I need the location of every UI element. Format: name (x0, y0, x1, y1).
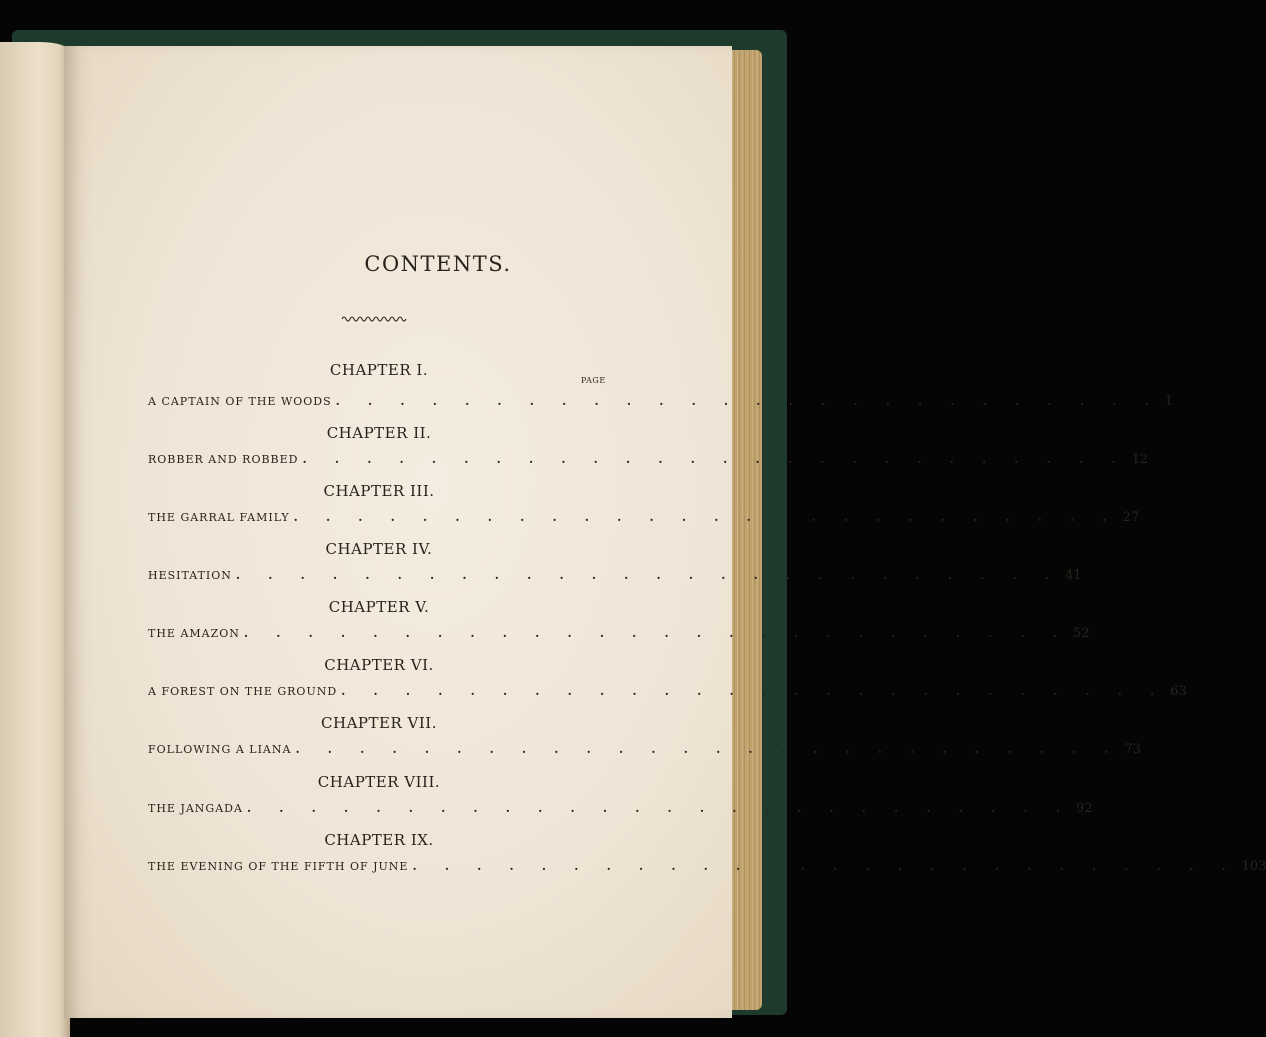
chapter-heading: CHAPTER VIII. (317, 773, 441, 791)
toc-entry[interactable] (148, 452, 1149, 470)
dot-leader: . . . . . . . . . . . . . . . . . . . . . . . . . . (412, 859, 1238, 873)
chapter-heading: CHAPTER V. (328, 598, 430, 616)
entry-title: THE JANGADA (148, 802, 243, 815)
entry-title: THE GARRAL FAMILY (148, 511, 290, 524)
toc-entry[interactable] (148, 394, 1174, 412)
entry-page: 41 (1064, 568, 1082, 583)
dot-leader: . . . . . . . . . . . . . . . . . . . . . . . . . . (295, 742, 1121, 756)
toc-entry[interactable] (148, 801, 1093, 819)
chapter-heading: CHAPTER VI. (324, 656, 434, 674)
entry-title: A FOREST ON THE GROUND (148, 685, 338, 698)
entry-title: ROBBER AND ROBBED (148, 453, 299, 466)
entry-page: 1 (1164, 394, 1174, 409)
entry-page: 27 (1122, 510, 1140, 525)
toc-entry[interactable] (148, 742, 1142, 760)
entry-page: 103 (1241, 859, 1266, 874)
chapter-heading: CHAPTER I. (329, 361, 429, 379)
wavy-ornament (342, 314, 406, 324)
chapter-heading: CHAPTER III. (323, 482, 435, 500)
dot-leader: . . . . . . . . . . . . . . . . . . . . . . . . . . (341, 684, 1167, 698)
toc-entry[interactable] (148, 568, 1082, 586)
entry-title: THE AMAZON (148, 627, 240, 640)
entry-title: A CAPTAIN OF THE WOODS (148, 395, 332, 408)
entry-title: FOLLOWING A LIANA (148, 743, 292, 756)
toc-entry[interactable] (148, 510, 1140, 528)
entry-page: 73 (1124, 742, 1142, 757)
dot-leader: . . . . . . . . . . . . . . . . . . . . . . . . . . (243, 626, 1069, 640)
chapter-heading: CHAPTER IV. (325, 540, 433, 558)
entry-page: 63 (1170, 684, 1187, 699)
entry-title: THE EVENING OF THE FIFTH OF JUNE (148, 860, 409, 873)
toc-entry[interactable] (148, 626, 1090, 644)
contents-page (64, 46, 1266, 1018)
chapter-heading: CHAPTER II. (326, 424, 432, 442)
entry-page: 92 (1076, 801, 1093, 816)
entry-page: 12 (1131, 452, 1149, 467)
page-column-label: PAGE (581, 376, 606, 385)
entry-page: 52 (1072, 626, 1090, 641)
chapter-heading: CHAPTER IX. (324, 831, 434, 849)
entry-title: HESITATION (148, 569, 232, 582)
chapter-heading: CHAPTER VII. (321, 714, 437, 732)
page-title: CONTENTS. (364, 252, 512, 276)
dot-leader: . . . . . . . . . . . . . . . . . . . . . . . . . . (246, 801, 1073, 815)
dot-leader: . . . . . . . . . . . . . . . . . . . . . . . . . . (235, 568, 1061, 582)
dot-leader: . . . . . . . . . . . . . . . . . . . . . . . . . . (335, 394, 1161, 408)
dot-leader: . . . . . . . . . . . . . . . . . . . . . . . . . . (302, 452, 1128, 466)
toc-entry[interactable] (148, 859, 1266, 877)
left-page (0, 42, 70, 1037)
toc-entry[interactable] (148, 684, 1187, 702)
dot-leader: . . . . . . . . . . . . . . . . . . . . . . . . . . (293, 510, 1119, 524)
